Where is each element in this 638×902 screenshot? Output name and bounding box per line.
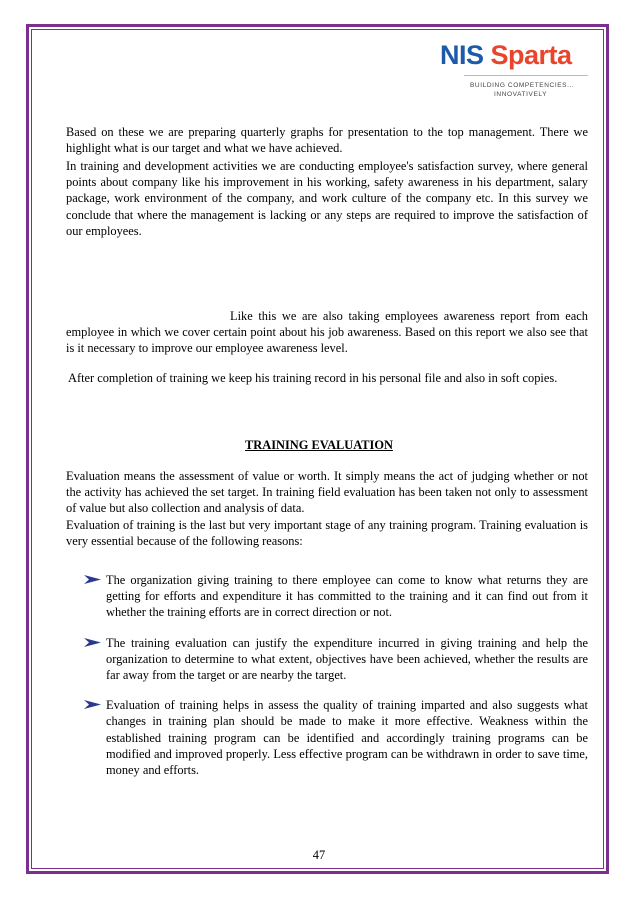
section-heading: TRAINING EVALUATION xyxy=(245,438,393,452)
evaluation-intro xyxy=(66,468,588,549)
paragraph-awareness-report: Like this we are also taking employees awareness report from each employee in which we cover certain point about his job awareness. Based on this report we also see that is it necessary to improve our employee awareness level. xyxy=(66,309,588,356)
logo-sparta: Sparta xyxy=(490,40,572,70)
logo-nis: NIS xyxy=(440,40,491,70)
arrow-bullet-icon xyxy=(84,575,101,584)
logo-tagline-2: INNOVATIVELY xyxy=(494,91,548,98)
arrow-bullet-icon xyxy=(84,638,101,647)
list-item xyxy=(84,697,588,778)
logo-wordmark xyxy=(440,40,572,71)
nis-sparta-logo xyxy=(438,36,592,102)
list-item-text: Evaluation of training helps in assess the quality of training imparted and also suggests what changes in training plan should be made to make it more effective. Weakness within the established training program can be identified and accordingly training programs can be modified and improved properly. Less effective program can be withdrawn in order to save time, money and efforts. xyxy=(106,698,588,778)
list-item-text: The organization giving training to there employee can come to know what returns they are getting for efforts and expenditure it has committed to the training and it can find out from it whether the training efforts are in correct direction or not. xyxy=(106,573,588,620)
logo-tagline-1: BUILDING COMPETENCIES... xyxy=(470,82,575,89)
paragraph-evaluation-importance: Evaluation of training is the last but very important stage of any training program. Training evaluation is very essential because of the following reasons: xyxy=(66,517,588,548)
list-item-text: The training evaluation can justify the expenditure incurred in giving training and help the organization to determine to what extent, objectives have been achieved, whether the results are far away from the target or are nearby the target. xyxy=(106,635,588,683)
paragraph-quarterly-graphs: Based on these we are preparing quarterly graphs for presentation to the top management. There we highlight what is our target and what we have achieved. xyxy=(66,125,588,156)
paragraph-satisfaction-survey: In training and development activities we are conducting employee's satisfaction survey, where general points about company like his improvement in his working, safety awareness in his department, salary package, work environment of the company, and work culture of the company etc. In this survey we conclude that where the management is lacking or any steps are required to improve the satisfaction of our employees. xyxy=(66,159,588,238)
reasons-list xyxy=(84,572,588,792)
arrow-bullet-icon xyxy=(84,700,101,709)
page-number: 47 xyxy=(312,848,326,862)
paragraph-training-record: After completion of training we keep his training record in his personal file and also in soft copies. xyxy=(68,371,558,385)
paragraph-evaluation-meaning: Evaluation means the assessment of value or worth. It simply means the act of judging whether or not the activity has achieved the set target. In training field evaluation has been taken not only to assessment of value but also collection and analysis of data. xyxy=(66,469,588,516)
logo-divider xyxy=(464,75,588,76)
list-item xyxy=(84,635,588,684)
list-item xyxy=(84,572,588,621)
